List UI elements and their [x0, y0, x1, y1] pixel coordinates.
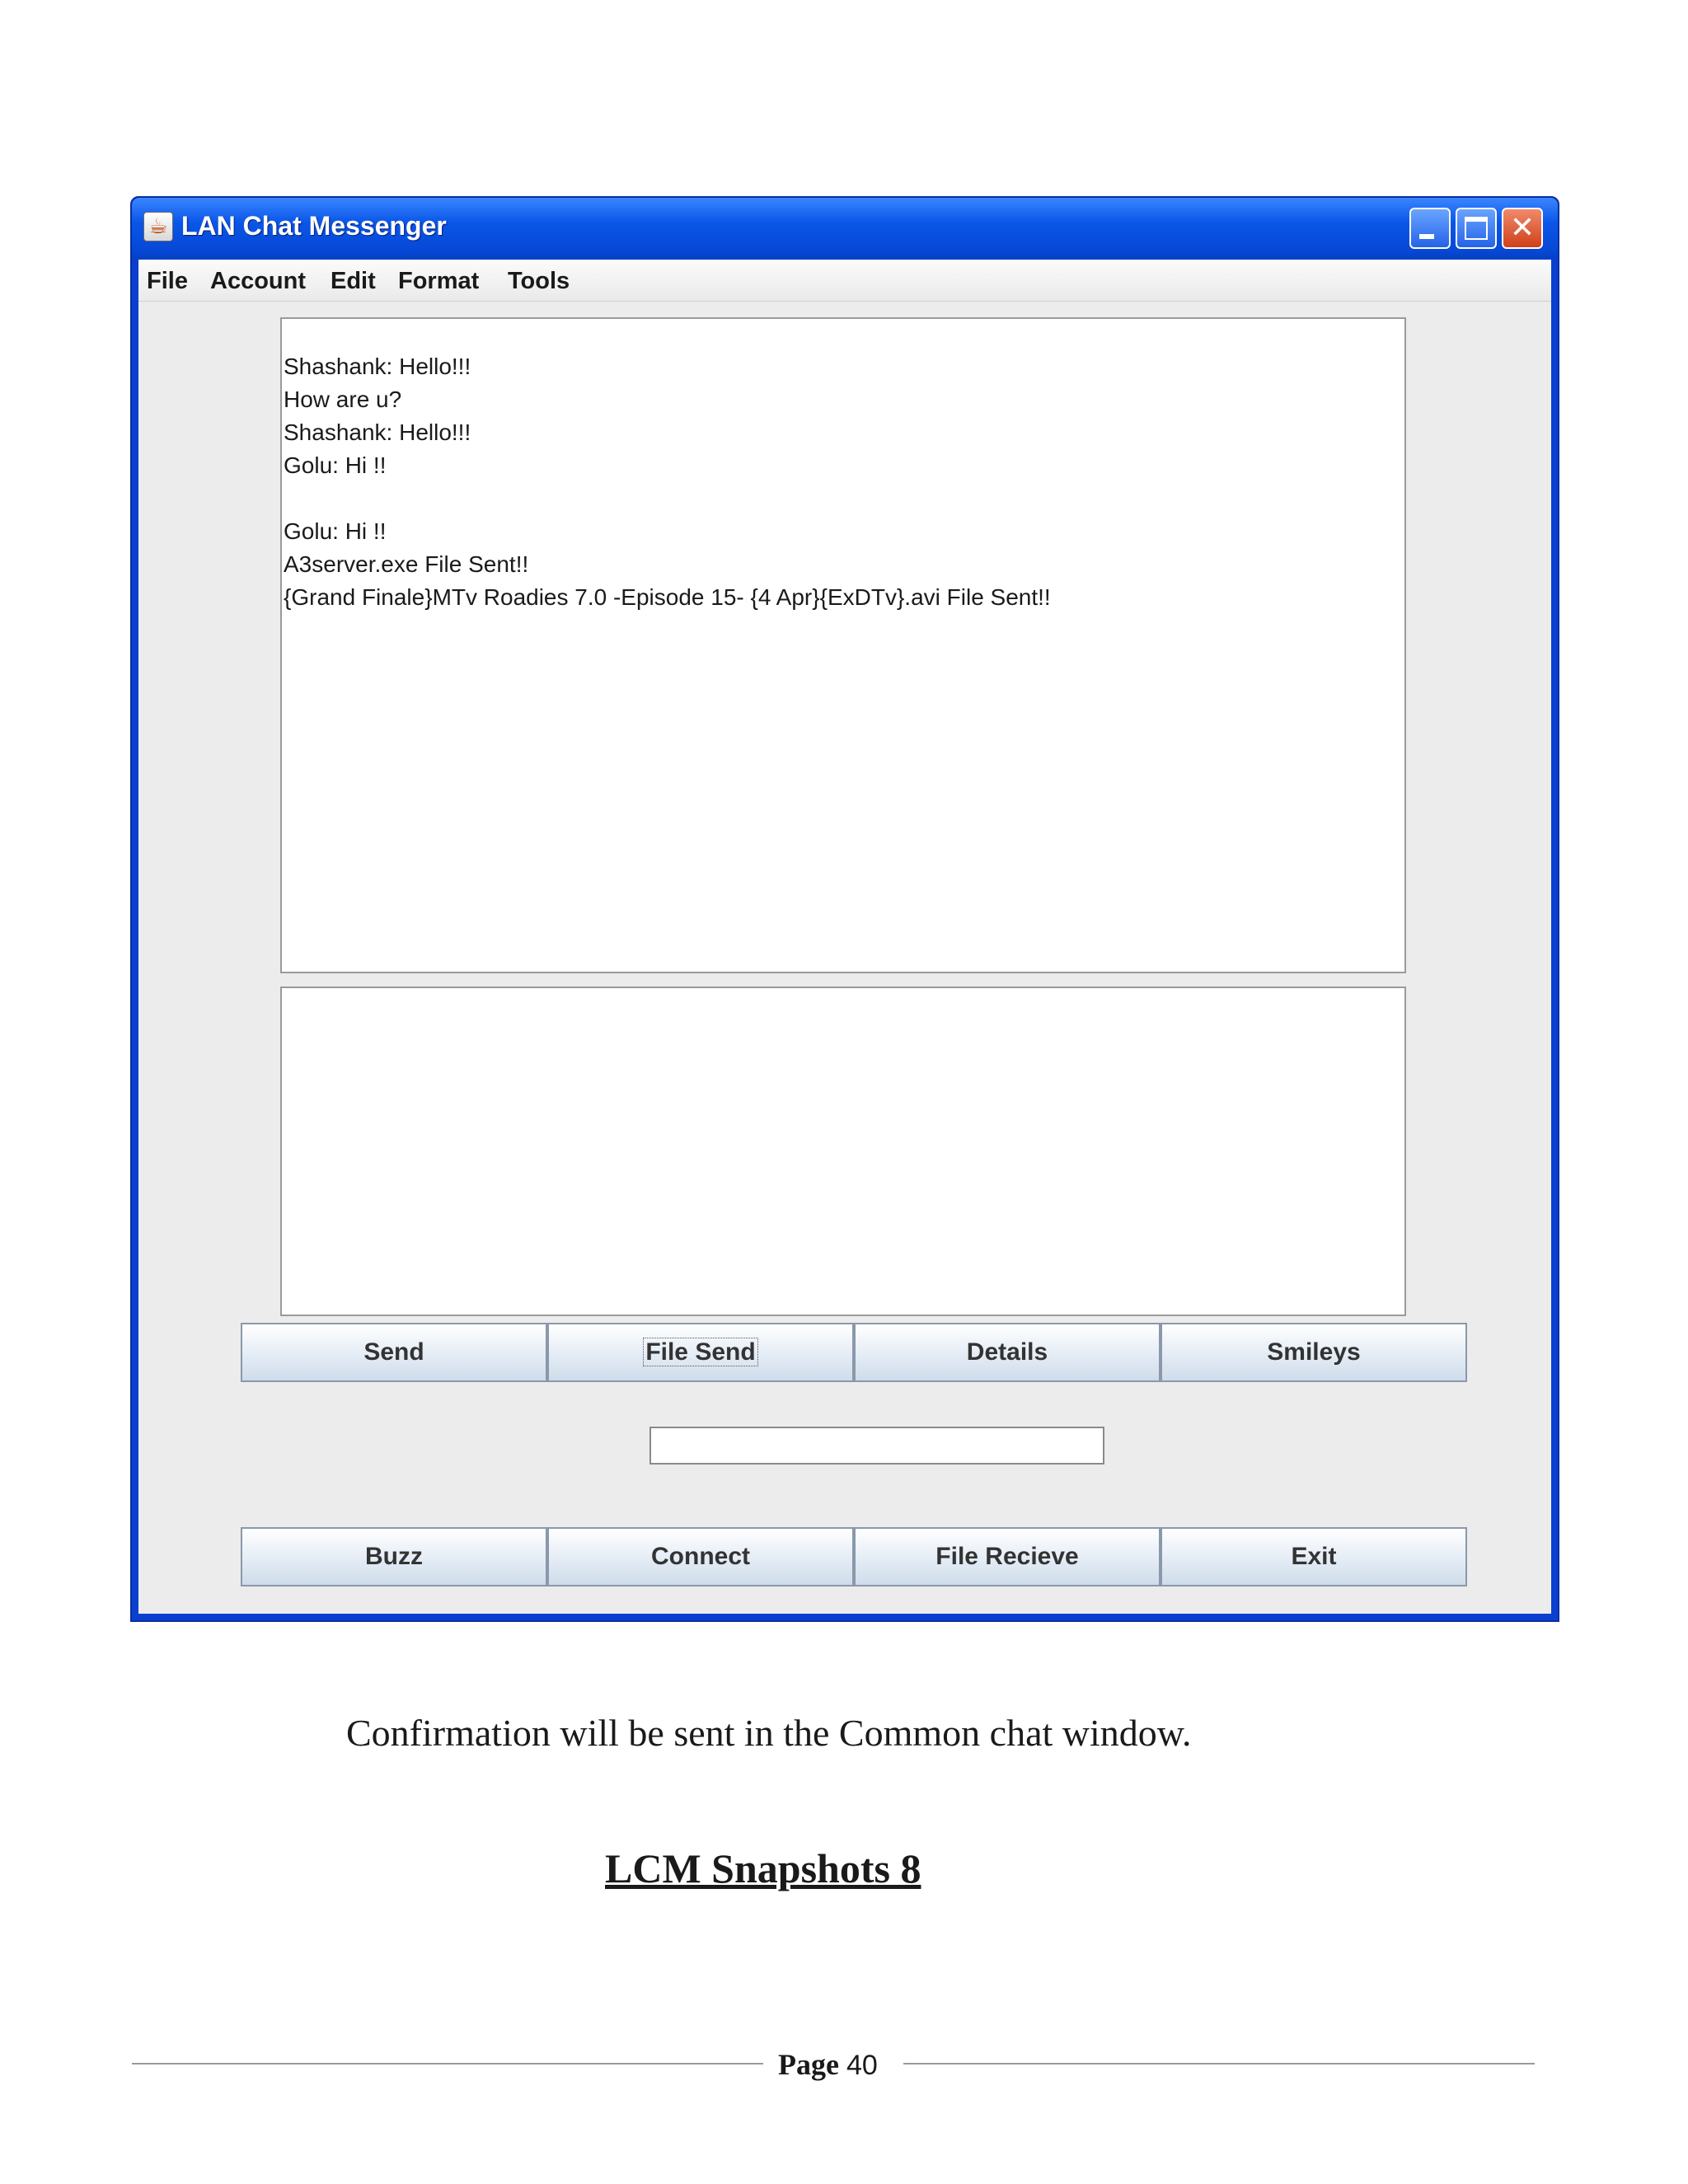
smileys-button[interactable]: Smileys	[1160, 1323, 1467, 1382]
file-send-label: File Send	[643, 1338, 757, 1366]
chat-line: Golu: Hi !!	[284, 452, 387, 478]
chat-window	[130, 196, 1559, 1622]
minimize-icon	[1419, 234, 1434, 239]
chat-line: Shashank: Hello!!!	[284, 354, 471, 379]
footer-divider-left	[132, 2063, 763, 2064]
status-text-field[interactable]	[649, 1427, 1104, 1465]
maximize-button[interactable]	[1456, 208, 1497, 249]
java-cup-icon: ☕	[143, 212, 173, 241]
close-icon: ✕	[1509, 211, 1536, 245]
chat-line: A3server.exe File Sent!!	[284, 551, 529, 577]
menu-tools[interactable]: Tools	[508, 268, 570, 294]
exit-button[interactable]: Exit	[1160, 1527, 1467, 1586]
menu-account[interactable]: Account	[210, 268, 306, 294]
details-button[interactable]: Details	[854, 1323, 1160, 1382]
connect-button[interactable]: Connect	[547, 1527, 854, 1586]
minimize-button[interactable]	[1409, 208, 1451, 249]
menu-file[interactable]: File	[147, 268, 188, 294]
window-client-area	[138, 260, 1551, 1614]
page-footer	[778, 2047, 878, 2082]
document-caption: Confirmation will be sent in the Common chat window.	[346, 1712, 1192, 1754]
chat-line: {Grand Finale}MTv Roadies 7.0 -Episode 15- {4 Apr}{ExDTv}.avi File Sent!!	[284, 584, 1051, 610]
section-title: LCM Snapshots 8	[605, 1845, 921, 1891]
page-number: 40	[846, 2050, 878, 2081]
send-button[interactable]: Send	[241, 1323, 547, 1382]
menu-bar	[138, 260, 1551, 302]
chat-history-pane[interactable]	[280, 317, 1406, 973]
chat-line: Shashank: Hello!!!	[284, 419, 471, 445]
menu-edit[interactable]: Edit	[331, 268, 376, 294]
maximize-icon	[1465, 217, 1488, 240]
file-recieve-button[interactable]: File Recieve	[854, 1527, 1160, 1586]
page-label: Page	[778, 2048, 839, 2081]
chat-line: How are u?	[284, 387, 402, 412]
buzz-button[interactable]: Buzz	[241, 1527, 547, 1586]
file-send-button[interactable]	[547, 1323, 854, 1382]
footer-divider-right	[903, 2063, 1535, 2064]
close-button[interactable]	[1502, 208, 1543, 249]
title-bar[interactable]	[132, 198, 1558, 260]
menu-format[interactable]: Format	[398, 268, 480, 294]
message-input[interactable]	[280, 987, 1406, 1316]
chat-line: Golu: Hi !!	[284, 518, 387, 544]
window-title: LAN Chat Messenger	[181, 211, 447, 241]
